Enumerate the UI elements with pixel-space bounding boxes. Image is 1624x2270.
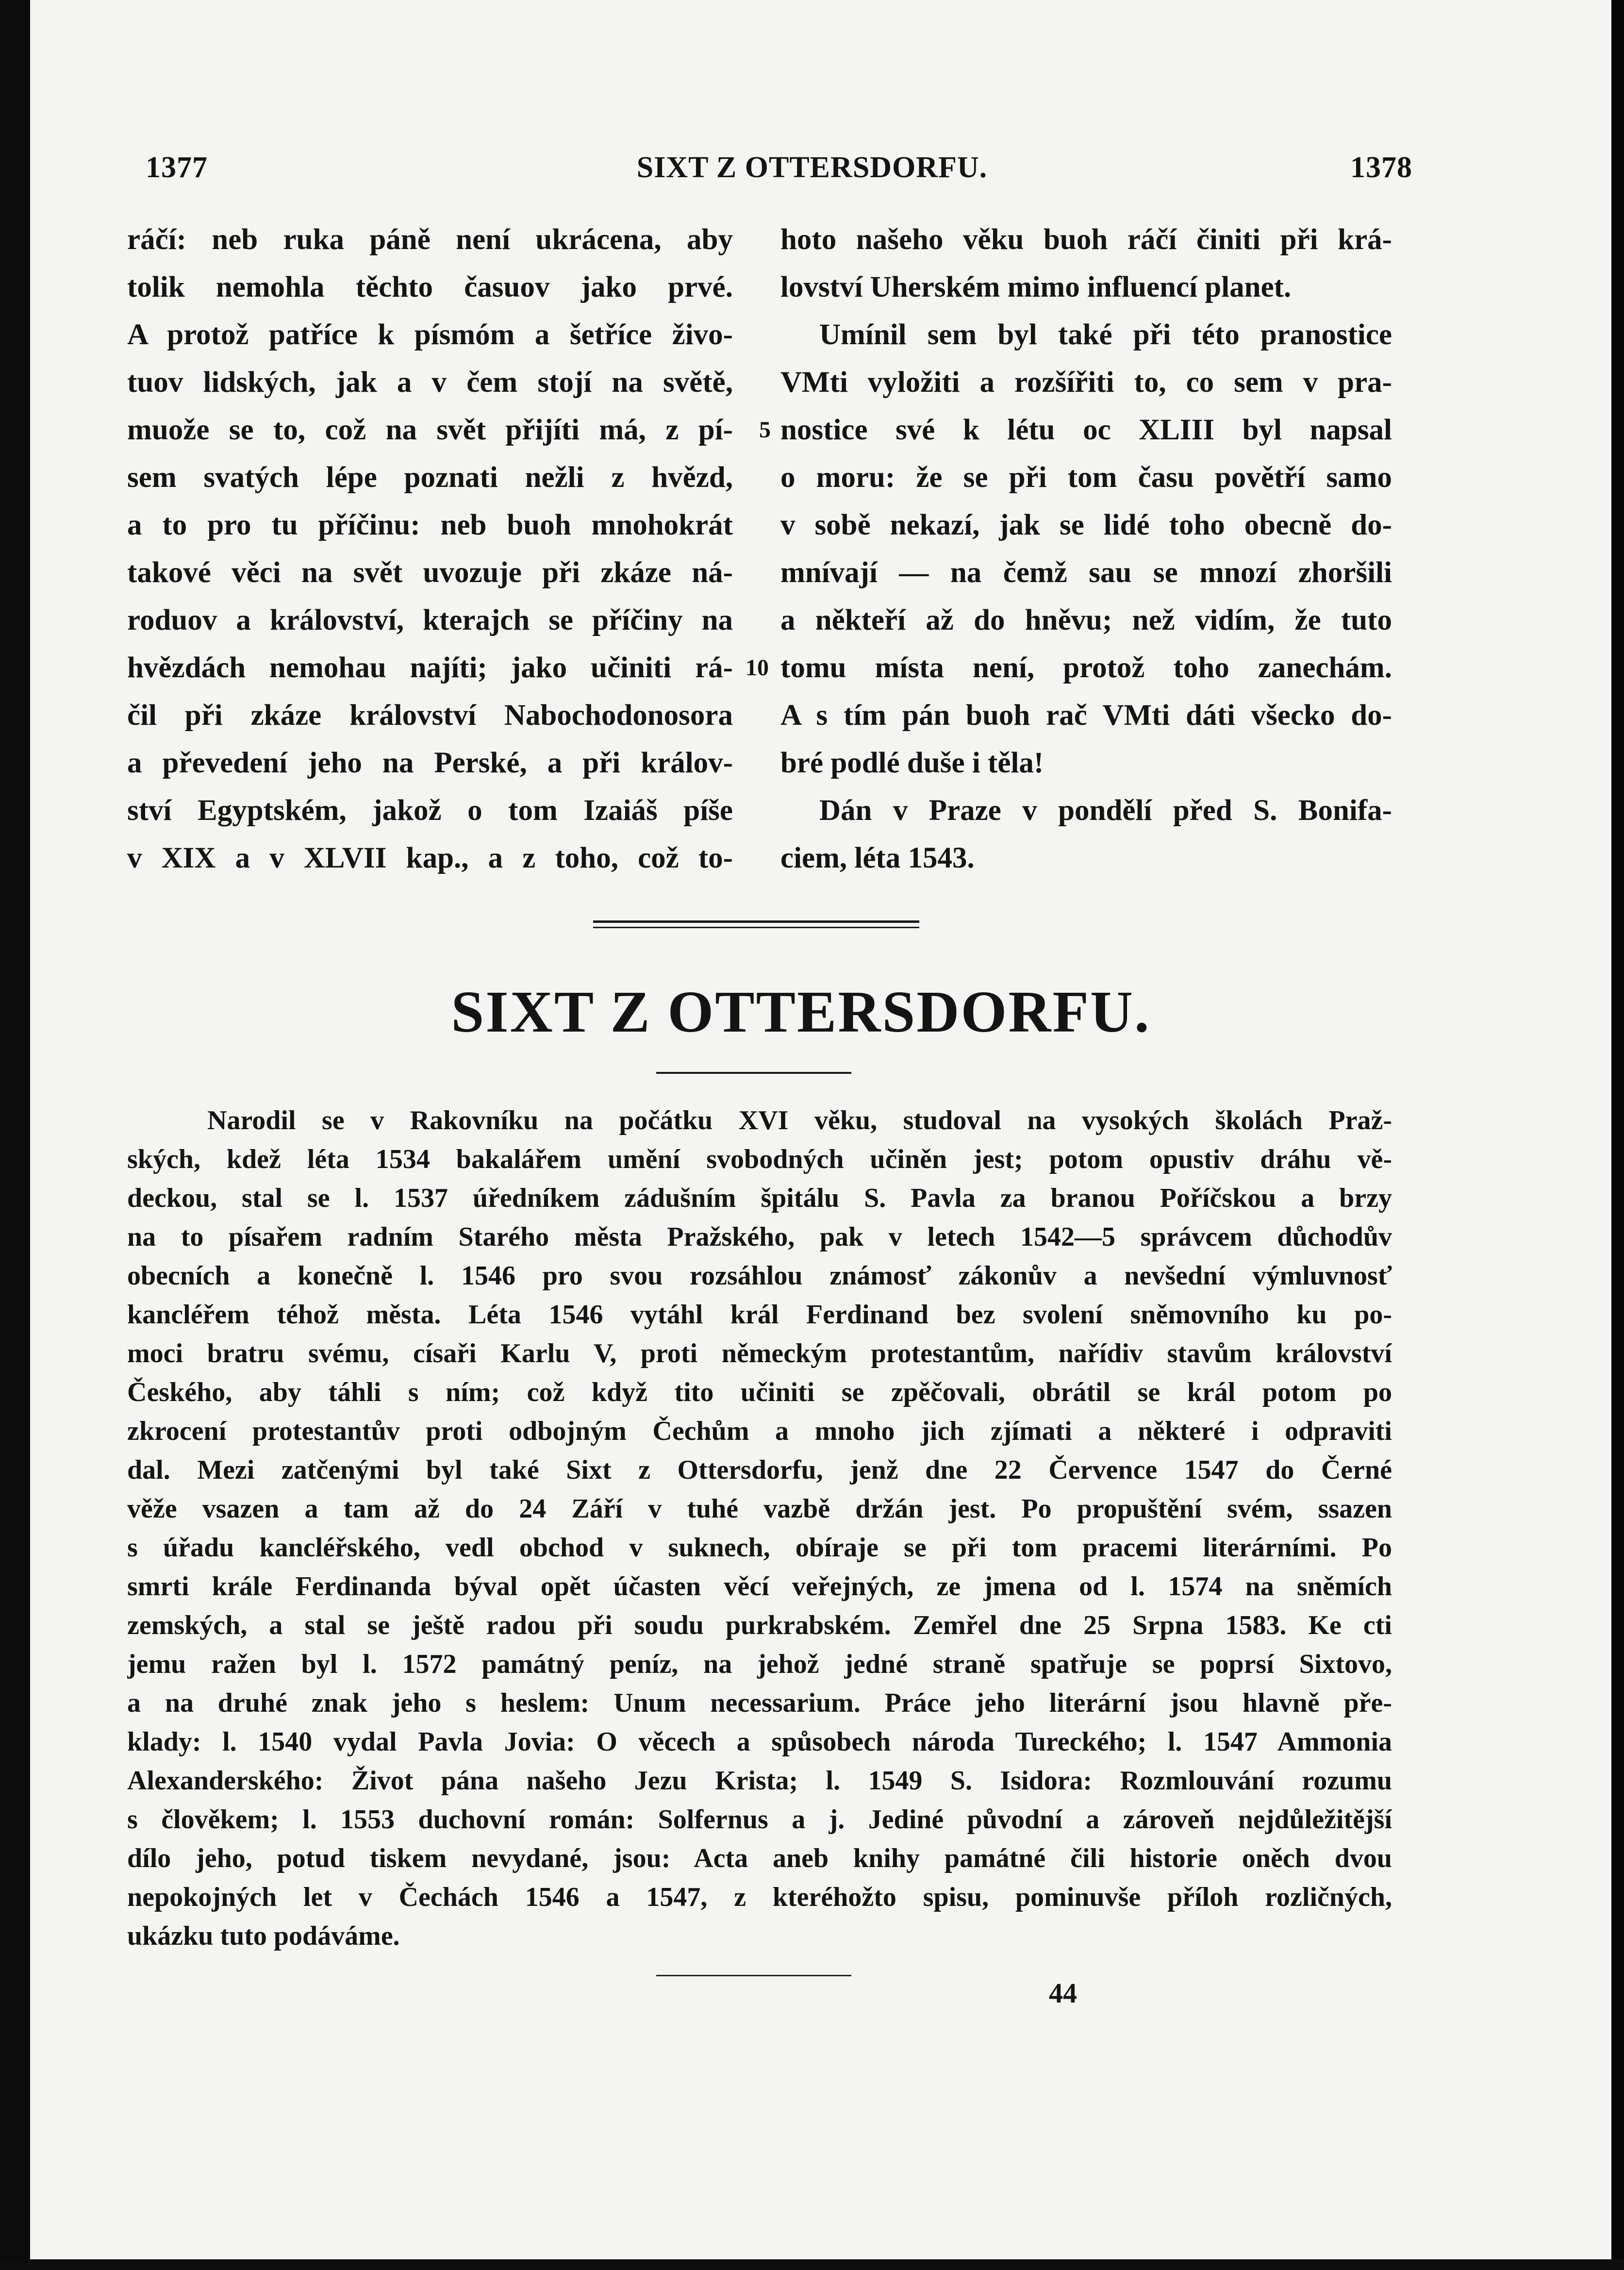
text-line: o moru: že se při tom času povětří samo: [780, 461, 1392, 494]
text-line: lovství Uherském mimo influencí planet.: [780, 271, 1292, 303]
text-line: tolik nemohla těchto časuov jako prvé.: [127, 271, 733, 303]
text-line: jemu ražen byl l. 1572 památný peníz, na jehož jedné straně spatřuje se poprsí Sixtovo,: [127, 1649, 1392, 1679]
text-line: Narodil se v Rakovníku na počátku XVI věku, studoval na vysokých školách Praž-: [207, 1105, 1392, 1135]
text-line: hoto našeho věku buoh ráčí činiti při krá-: [780, 223, 1392, 256]
text-line: s člověkem; l. 1553 duchovní román: Solfernus a j. Jediné původní a zároveň nejdůležitější: [127, 1804, 1392, 1835]
text-line: nepokojných let v Čechách 1546 a 1547, z kteréhožto spisu, pominuvše příloh rozličných,: [127, 1882, 1392, 1912]
text-line: VMti vyložiti a rozšířiti to, co sem v pra-: [780, 366, 1392, 399]
scan-edge-right: [1611, 0, 1624, 2270]
text-line: ukázku tuto podáváme.: [127, 1921, 400, 1951]
text-line: klady: l. 1540 vydal Pavla Jovia: O věcech a spůsobech národa Tureckého; l. 1547 Ammonia: [127, 1727, 1392, 1757]
text-line: a převedení jeho na Perské, a při králov-: [127, 747, 733, 779]
text-line: Umínil sem byl také při této pranostice: [819, 318, 1392, 351]
text-line: v sobě nekazí, jak se lidé toho obecně do-: [780, 509, 1392, 541]
text-line: mnívají — na čemž sau se mnozí zhoršili: [780, 556, 1392, 589]
text-line: obecních a konečně l. 1546 pro svou rozsáhlou známosť zákonův a nevšední výmluvnosť: [127, 1261, 1392, 1291]
text-line: v XIX a v XLVII kap., a z toho, což to-: [127, 842, 733, 874]
page-number-right: 1378: [1350, 151, 1412, 184]
text-line: a někteří až do hněvu; než vidím, že tuto: [780, 604, 1392, 636]
text-line: roduov a království, kterajch se příčiny na: [127, 604, 733, 636]
running-title: SIXT Z OTTERSDORFU.: [636, 151, 988, 184]
right-column: [780, 216, 1392, 882]
text-line: A protož patříce k písmóm a šetříce živo-: [127, 318, 733, 351]
text-line: dílo jeho, potud tiskem nevydané, jsou: Acta aneb knihy památné čili historie oněch dvou: [127, 1843, 1392, 1873]
text-line: muože se to, což na svět přijíti má, z pí-: [127, 414, 733, 446]
text-line: věže vsazen a tam až do 24 Září v tuhé vazbě držán jest. Po propuštění svém, ssazen: [127, 1494, 1392, 1524]
text-line: takové věci na svět uvozuje při zkáze ná-: [127, 556, 733, 589]
text-line: ských, kdež léta 1534 bakalářem umění svobodných učiněn jest; potom opustiv dráhu vě-: [127, 1144, 1392, 1174]
text-line: ciem, léta 1543.: [780, 842, 975, 874]
text-line: kancléřem téhož města. Léta 1546 vytáhl král Ferdinand bez svolení sněmovního ku po-: [127, 1300, 1392, 1330]
text-line: deckou, stal se l. 1537 úředníkem zádušním špitálu S. Pavla za branou Poříčskou a brzy: [127, 1183, 1392, 1213]
text-line: a na druhé znak jeho s heslem: Unum necessarium. Práce jeho literární jsou hlavně pře-: [127, 1688, 1392, 1718]
text-line: smrti krále Ferdinanda býval opět účasten věcí veřejných, ze jmena od l. 1574 na sněmích: [127, 1571, 1392, 1602]
text-line: Alexanderského: Život pána našeho Jezu Krista; l. 1549 S. Isidora: Rozmlouvání rozumu: [127, 1766, 1392, 1796]
title-underline: [656, 1072, 851, 1074]
text-line: čil při zkáze království Nabochodonosora: [127, 699, 733, 732]
section-title: SIXT Z OTTERSDORFU.: [451, 979, 1151, 1045]
text-line: Českého, aby táhli s ním; což když tito učiniti se zpěčovali, obrátil se král potom po: [127, 1377, 1392, 1407]
text-line: Dán v Praze v pondělí před S. Bonifa-: [819, 794, 1392, 827]
line-number-5: 5: [759, 417, 771, 443]
text-line: zkrocení protestantův proti odbojným Čechům a mnoho jich zjímati a některé i odpraviti: [127, 1416, 1392, 1446]
text-line: A s tím pán buoh rač VMti dáti všecko do-: [780, 699, 1392, 732]
biography-paragraph: [127, 1101, 1392, 1955]
scan-edge-left: [0, 0, 30, 2270]
left-column: [127, 216, 733, 882]
text-line: dal. Mezi zatčenými byl také Sixt z Ottersdorfu, jenž dne 22 Července 1547 do Černé: [127, 1455, 1392, 1485]
text-line: ráčí: neb ruka páně není ukrácena, aby: [127, 223, 733, 256]
text-line: nostice své k létu oc XLIII byl napsal: [780, 414, 1392, 446]
footer-rule: [656, 1975, 851, 1976]
line-number-10: 10: [746, 655, 769, 681]
text-line: tuov lidských, jak a v čem stojí na světě,: [127, 366, 733, 399]
text-line: sem svatých lépe poznati nežli z hvězd,: [127, 461, 733, 494]
text-line: a to pro tu příčinu: neb buoh mnohokrát: [127, 509, 733, 541]
section-divider: [593, 927, 919, 928]
text-line: moci bratru svému, císaři Karlu V, proti německým protestantům, nařídiv stavům království: [127, 1338, 1392, 1369]
text-line: ství Egyptském, jakož o tom Izaiáš píše: [127, 794, 733, 827]
text-line: s úřadu kancléřského, vedl obchod v suknech, obíraje se při tom pracemi literárními. Po: [127, 1533, 1392, 1563]
signature-number: 44: [1049, 1977, 1077, 2009]
text-line: na to písařem radním Starého města Pražského, pak v letech 1542—5 správcem důchodův: [127, 1222, 1392, 1252]
text-line: bré podlé duše i těla!: [780, 747, 1044, 779]
scan-edge-bottom: [0, 2259, 1624, 2270]
text-line: hvězdách nemohau najíti; jako učiniti rá-: [127, 651, 733, 684]
text-line: zemských, a stal se ještě radou při soudu purkrabském. Zemřel dne 25 Srpna 1583. Ke cti: [127, 1610, 1392, 1640]
text-line: tomu místa není, protož toho zanechám.: [780, 651, 1392, 684]
page-number-left: 1377: [146, 151, 208, 184]
section-divider: [593, 920, 919, 923]
